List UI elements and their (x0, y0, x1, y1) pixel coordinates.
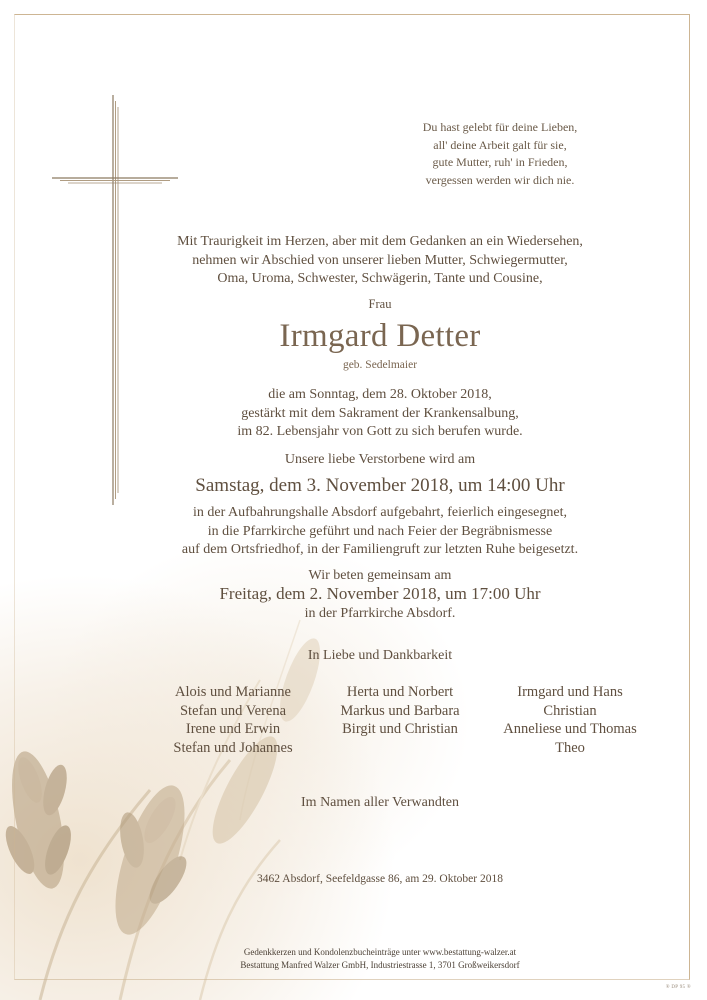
birth-name: geb. Sedelmaier (342, 359, 418, 371)
footer (90, 946, 670, 971)
salutation: Frau (368, 297, 392, 311)
mourner-entry: Birgit und Christian (342, 721, 458, 738)
intro-line: Oma, Uroma, Schwester, Schwägerin, Tante und Cousine, (217, 271, 543, 286)
funeral-detail-line: in der Aufbahrungshalle Absdorf aufgebahrt, feierlich eingesegnet, (193, 505, 567, 520)
death-line: die am Sonntag, dem 28. Oktober 2018, (268, 387, 492, 402)
closing-line: Im Namen aller Verwandten (301, 795, 459, 810)
intro-text (90, 233, 670, 289)
footer-line-website: Gedenkkerzen und Kondolenzbucheinträge unter www.bestattung-walzer.at (243, 947, 517, 957)
death-notice (90, 386, 670, 442)
mourner-entry: Stefan und Johannes (173, 739, 293, 756)
prayer-place: in der Pfarrkirche Absdorf. (304, 606, 456, 621)
poem-line: Du hast gelebt für deine Lieben, (422, 120, 578, 134)
mourners-heading: In Liebe und Dankbarkeit (307, 648, 453, 663)
death-line: gestärkt mit dem Sakrament der Krankensalbung, (241, 405, 519, 421)
poem (330, 119, 670, 189)
mourner-entry: Stefan und Verena (179, 702, 287, 719)
mourner-entry: Theo (555, 739, 585, 756)
mourner-entry: Christian (543, 702, 597, 719)
mourner-entry: Irmgard und Hans (517, 684, 623, 700)
poem-line: gute Mutter, ruh' in Frieden, (432, 155, 568, 169)
funeral-details (60, 504, 700, 560)
poem-line: vergessen werden wir dich nie. (425, 172, 575, 187)
mourner-entry: Anneliese und Thomas (503, 721, 637, 738)
footer-line-company: Bestattung Manfred Walzer GmbH, Industriestrasse 1, 3701 Großweikersdorf (240, 959, 520, 970)
mourners-column-2 (305, 683, 495, 739)
prayer-intro: Wir beten gemeinsam am (308, 568, 452, 583)
mourner-entry: Herta und Norbert (346, 684, 454, 700)
funeral-detail-line: in die Pfarrkirche geführt und nach Feier der Begräbnismesse (207, 523, 553, 539)
mourner-entry: Markus und Barbara (340, 702, 460, 719)
poem-line: all' deine Arbeit galt für sie, (433, 137, 567, 152)
funeral-announcement: Unsere liebe Verstorbene wird am (284, 452, 476, 467)
death-line: im 82. Lebensjahr von Gott zu sich berufen wurde. (237, 424, 523, 439)
mourner-entry: Alois und Marianne (175, 684, 291, 700)
mourner-entry: Irene und Erwin (185, 721, 281, 738)
prayer-date: Freitag, dem 2. November 2018, um 17:00 Uhr (219, 584, 541, 603)
intro-line: nehmen wir Abschied von unserer lieben Mutter, Schwiegermutter, (192, 252, 568, 268)
funeral-date: Samstag, dem 3. November 2018, um 14:00 Uhr (195, 475, 565, 496)
funeral-detail-line: auf dem Ortsfriedhof, in der Familiengruft zur letzten Ruhe beigesetzt. (181, 542, 579, 557)
deceased-name: Irmgard Detter (279, 318, 481, 354)
mourners-column-1 (148, 683, 318, 757)
mourners-column-3 (480, 683, 660, 757)
print-mark: ® DP 95 ® (665, 985, 691, 990)
intro-line: Mit Traurigkeit im Herzen, aber mit dem Gedanken an ein Wiedersehen, (177, 234, 583, 249)
address-date-line: 3462 Absdorf, Seefeldgasse 86, am 29. Oktober 2018 (257, 873, 503, 885)
